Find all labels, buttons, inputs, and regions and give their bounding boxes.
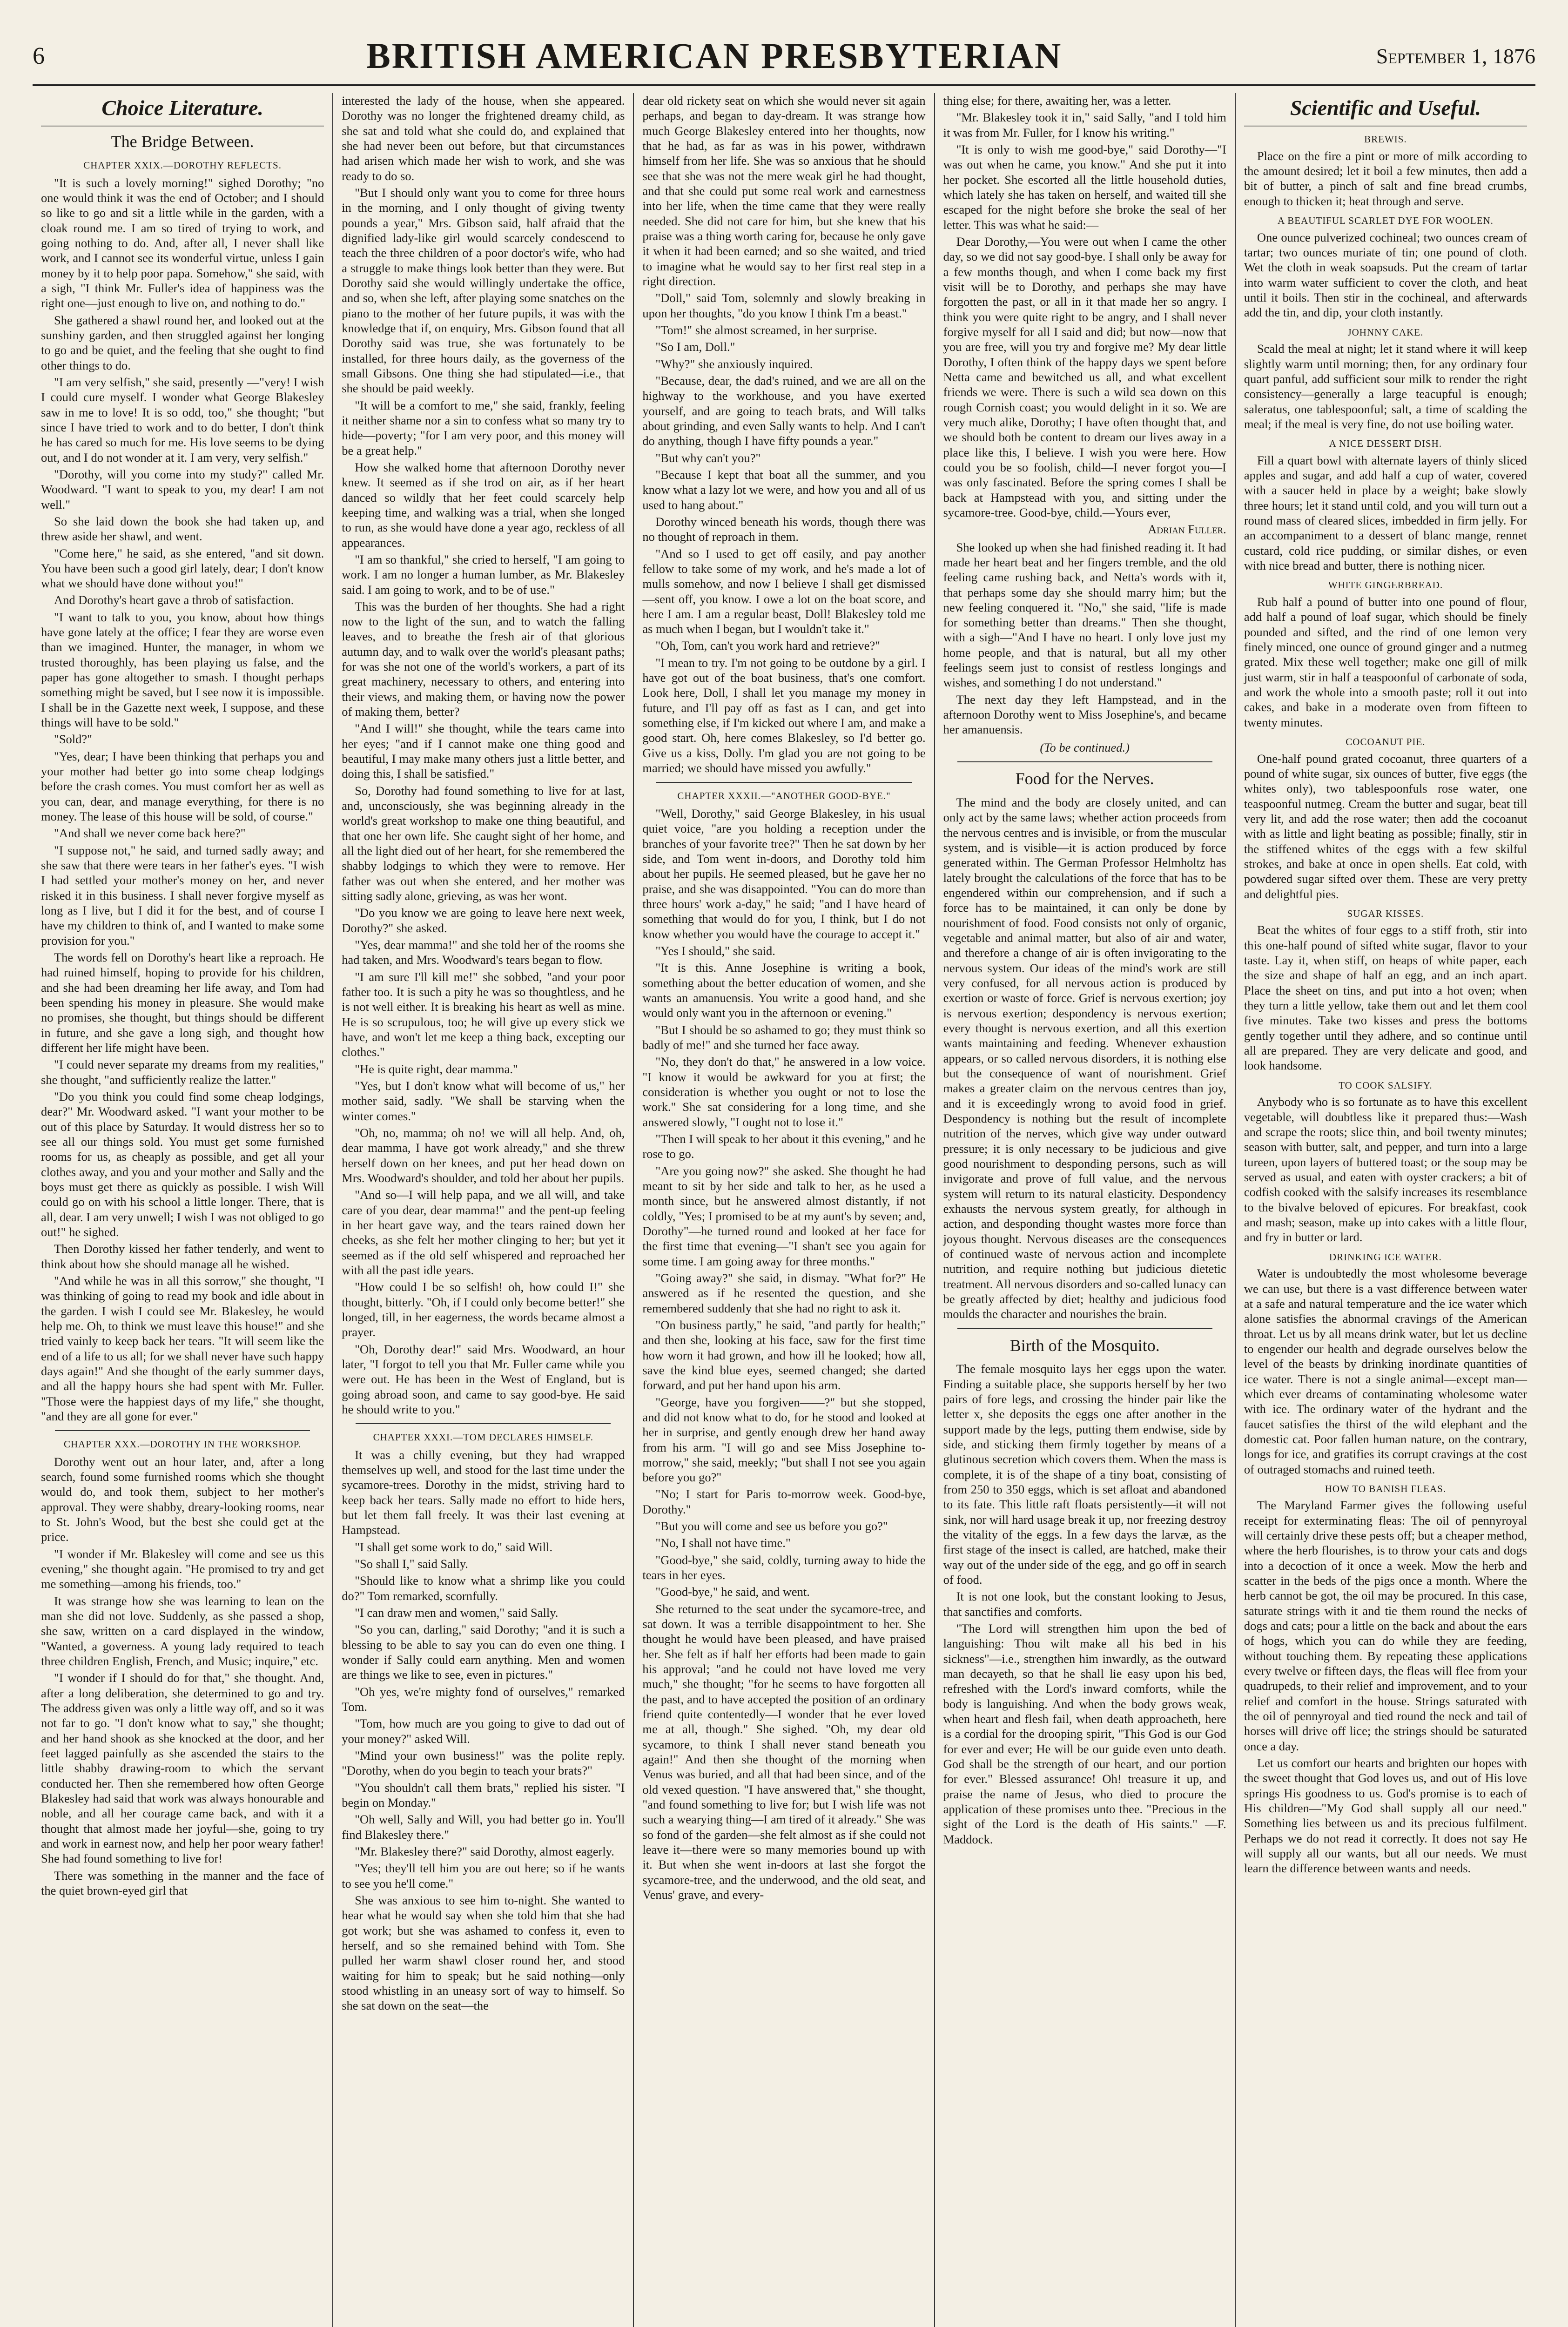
paragraph: She was anxious to see him to-night. She wanted to hear what he would say when she told him that she had got work; but she was ashamed to confess it, even to herself, and so she remained behind with Tom. She pulled her warm shawl closer round her, and stood waiting for him to speak; but he said nothing—only stood whistling in an uneasy sort of way to himself. So she sat down on the seat—the: [342, 1893, 625, 2013]
paragraph: "And I will!" she thought, while the tears came into her eyes; "and if I cannot make one thing good and beautiful, I may make many others just a little better, and doing this, I shall be satisfied.": [342, 721, 625, 781]
department-heading: Scientific and Useful.: [1244, 93, 1527, 127]
paragraph: thing else; for there, awaiting her, was a letter.: [943, 94, 1171, 108]
paragraph: "Good-bye," she said, coldly, turning away to hide the tears in her eyes.: [642, 1553, 926, 1582]
paragraph: dear old rickety seat on which she would never sit again perhaps, and began to day-dream. It was strange how much George Blakesley entered into her thoughts, now that he had, as far as was in his power, withdrawn himself from her life. She was so anxious that he should see that she was not the mere weak girl he had thought, and that she could put some real work and earnestness into her life, when the time came that they were really needed. She did not care for him, but she knew that his praise was a thing worth caring for, because he only gave it when it had been earned; and so she waited, and tried to imagine what he would say to her first real step in a right direction.: [642, 94, 926, 288]
paragraph: "Are you going now?" she asked. She thought he had meant to sit by her side and talk to her, as he used a month since, but he answered almost distantly, if not coldly, "Yes; I promised to be at my aunt's by seven; and, Dorothy"—he turned round and looked at her face for the first time that evening—"I shan't see you again for some time. I am going away for three months.": [642, 1164, 926, 1268]
paragraph: "Yes, but I don't know what will become of us," her mother said, sadly. "We shall be starving when the winter comes.": [342, 1079, 625, 1123]
paragraph: "Sold?": [54, 732, 92, 747]
paragraph: Dorothy winced beneath his words, though there was no thought of reproach in them.: [642, 514, 926, 544]
recipe-title: HOW TO BANISH FLEAS.: [1325, 1483, 1447, 1494]
recipe-text: Water is undoubtedly the most wholesome beverage we can use, but there is a vast difference between water at a safe and natural temperature and the ice water which alone satisfies the abnormal cravings of the American throat. Let us by all means drink water, but let us decline to engender our health and degrade ourselves below the level of the beasts by drinking inordinate quantities of ice water. There is not a single animal—except man—which ever dreams of contaminating wholesome water with ice. The ordinary water of the hydrant and the faucet satisfies the thirst of the wild elephant and the domestic cat. Poor fallen human nature, on the contrary, longs for ice, and gratifies its corrupt cravings at the cost of outraged stomachs and ruined teeth.: [1244, 1266, 1528, 1476]
paragraph: "Good-bye," he said, and went.: [655, 1585, 810, 1599]
paragraph: Then Dorothy kissed her father tenderly, and went to think about how she should manage all he wished.: [41, 1242, 324, 1271]
paragraph: "So I am, Doll.": [655, 340, 735, 354]
recipe-title: DRINKING ICE WATER.: [1329, 1251, 1442, 1263]
paragraph: The female mosquito lays her eggs upon the water. Finding a suitable place, she supports herself by her two pairs of fore legs, and crossing the hinder pair like the letter x, she deposits the eggs one after another in the support made by the legs, putting them endwise, side by side, and sticking them firmly together by means of a glutinous secretion which covers them. When the mass is complete, it is of the shape of a tiny boat, consisting of from 250 to 350 eggs, which is set afloat and abandoned to its fate. This little raft floats persistently—it will not sink, nor will hard usage break it up, nor freezing destroy the vitality of the eggs. In a few days the larvæ, as the first stage of the insect is called, are hatched, make their way out of the under side of the egg, and go off in search of food.: [943, 1362, 1226, 1587]
section-divider: [356, 1423, 611, 1424]
paragraph: "I want to talk to you, you know, about how things have gone lately at the office; I fear they are worse even than we imagined. Hunter, the manager, in whom we trusted thoroughly, has been playing us false, and the paper has gone altogether to smash. I thought perhaps something might be saved, but I see now it is impossible. I shall be in the Gazette next week, I suppose, and these things will have to be sold.": [41, 610, 324, 730]
section-divider: [957, 1328, 1212, 1329]
paragraph: "And so—I will help papa, and we all will, and take care of you dear, dear mamma!" and the pent-up feeling in her heart gave way, and the tears rained down her cheeks, as she felt her mother clinging to her; but yet it seemed as if the old self whispered and reproached her with all the past idle years.: [342, 1188, 625, 1277]
paragraph: "Because, dear, the dad's ruined, and we are all on the highway to the workhouse, and you have exerted yourself, and are going to teach brats, and Will talks about grinding, and even Sally wants to help. And I can't do anything, though I have fifty pounds a year.": [642, 373, 926, 448]
recipe-text: Scald the meal at night; let it stand where it will keep slightly warm until morning; then, for any ordinary four quart panful, add sufficient sour milk to render the right consistency—generally a large teacupful is enough; saleratus, one tablespoonful; salt, a time of scalding the meal; if the meal is very fine, do not use boiling water.: [1244, 342, 1528, 431]
paragraph: "Oh, Tom, can't you work hard and retrieve?": [655, 639, 880, 653]
paragraph: "Oh, Dorothy dear!" said Mrs. Woodward, an hour later, "I forgot to tell you that Mr. Fuller came while you were out. He has been in the West of England, but is going abroad soon, and came to say good-bye. He said he should write to you.": [342, 1342, 625, 1416]
paragraph: It was a chilly evening, but they had wrapped themselves up well, and stood for the last time under the sycamore-trees. Dorothy in the midst, striving hard to keep back her tears. Sally made no effort to hide hers, but let them fall freely. It was their last evening at Hampstead.: [342, 1447, 625, 1537]
paragraph: "I am sure I'll kill me!" she sobbed, "and your poor father too. It is such a pity he was so thoughtless, and he is not well either. It is breaking his heart as well as mine. He is so scrupulous, too; he will give up every stick we have, and won't let me keep a thing back, excepting our clothes.": [342, 969, 625, 1059]
paragraph: "Yes I should," she said.: [655, 944, 775, 958]
paragraph: "I am very selfish," she said, presently —"very! I wish I could cure myself. I wonder what George Blakesley saw in me to love! It is so odd, too," she thought; "but since I have tried to work and to do better, I don't think he has cared so much for me. His love seems to be dying out, and I do not wonder at it. I am very, very selfish.": [41, 375, 324, 464]
story-title: The Bridge Between.: [111, 132, 254, 151]
paragraph: "Yes, dear mamma!" and she told her of the rooms she had taken, and Mrs. Woodward's tears began to flow.: [342, 938, 625, 967]
recipe-title: WHITE GINGERBREAD.: [1328, 579, 1443, 591]
recipe-text: One-half pound grated cocoanut, three quarters of a pound of white sugar, six ounces of butter, five eggs (the whites only), two tablespoonfuls rose water, one teaspoonful nutmeg. Cream the butter and sugar, beat till very lit, and add the rose water; then add the cocoanut with as little and light beating as possible; finally, stir in the stiffened whites of the eggs with a few skilful strokes, and bake at once in open shells. Eat cold, with powdered sugar sifted over them. These are very pretty and delightful pies.: [1244, 751, 1528, 901]
paragraph: And Dorothy's heart gave a throb of satisfaction.: [54, 593, 294, 607]
paragraph: She returned to the seat under the sycamore-tree, and sat down. It was a terrible disappointment to her. She thought he would have been pleased, and have praised her. She felt as if half her efforts had been made to gain his approval; "and he could not have loved me very much," she thought; "for he seems to have forgotten all the past, and to have accepted the position of an ordinary friend quite contentedly—I wonder that he ever loved me at all, though." She sighed. "Oh, my dear old sycamore, to think I shall never stand beneath you again!" And then she thought of the morning when Venus was buried, and all that had been since, and of the old vexed question. "I have answered that," she thought, "and found something to live for; but I wish life was not such a wearying thing—I am tired of it already." She was so fond of the garden—she felt almost as if she could not leave it—there were so many memories bound up with it. But when she went in-doors at last she forgot the sycamore-tree, and the underwood, and the old seat, and Venus' grave, and every-: [642, 1601, 926, 1902]
column-3: [634, 93, 935, 2327]
paragraph: "Dorothy, will you come into my study?" called Mr. Woodward. "I want to speak to you, my dear! I am not well.": [41, 467, 324, 511]
department-heading: Choice Literature.: [41, 93, 324, 127]
paragraph: "Yes, dear; I have been thinking that perhaps you and your mother had better go into some cheap lodgings before the crash comes. You must comfort her as well as you can, dear, and manage everything, for there is no money. The lease of this house will be sold, of course.": [41, 749, 324, 824]
chapter-heading: CHAPTER XXXII.—"ANOTHER GOOD-BYE.": [677, 790, 891, 802]
recipe-text: One ounce pulverized cochineal; two ounces cream of tartar; two ounces muriate of tin; one pound of cloth. Wet the cloth in weak soapsuds. Put the cream of tartar into warm water sufficient to cover the cloth, and heat until it boils. Then stir in the cochineal, and afterwards add the tin, and dip, your cloth instantly.: [1244, 230, 1528, 320]
paper-name: BRITISH AMERICAN PRESBYTERIAN: [366, 35, 1063, 76]
section-divider: [55, 1430, 310, 1431]
paragraph: There was something in the manner and the face of the quiet brown-eyed girl that: [41, 1868, 324, 1897]
paragraph: "No, I shall not have time.": [655, 1536, 791, 1550]
paragraph: "On business partly," he said, "and partly for health;" and then she, looking at his face, saw for the first time how worn it had grown, and how ill he looked; how all, save the kind blue eyes, seemed changed; she darted forward, and put her hand upon his arm.: [642, 1318, 926, 1392]
paragraph: "And shall we never come back here?": [54, 826, 246, 841]
paragraph: "Come here," he said, as she entered, "and sit down. You have been such a good girl lately, dear; I don't know what we should have done without you!": [41, 546, 324, 591]
masthead: [33, 28, 1535, 86]
paragraph: "Going away?" she said, in dismay. "What for?" He answered as if he resented the question, and she remembered suddenly that she had no right to ask it.: [642, 1271, 926, 1315]
paragraph: So, Dorothy had found something to live for at last, and, unconsciously, she was beginning already in the world's great workshop to make one thing beautiful, and that one her own life. She caught sight of her home, and all the light died out of her heart, for she remembered the shabby lodgings to which they were to remove. Her father was out when she entered, and her mother was sitting sadly alone, grieving, as was her wont.: [342, 783, 625, 903]
paragraph: "The Lord will strengthen him upon the bed of languishing: Thou wilt make all his bed in his sickness"—i.e., strengthen him inwardly, as the outward man decayeth, so that he shall lie easy upon his bed, refreshed with the Lord's inward comforts, while the body is languishing. And when the body grows weak, when heart and flesh fail, when death approacheth, here is a cordial for the drooping spirit, "This God is our God for ever and ever; He will be our guide even unto death. God shall be the strength of our heart, and our portion for ever." Blessed assurance! Oh! treasure it up, and praise the name of Jesus, who died to procure the application of these promises unto thee. "Precious in the sight of the Lord is the death of His saints." —F. Maddock.: [943, 1621, 1226, 1846]
columns: [33, 93, 1535, 2327]
paragraph: "Oh yes, we're mighty fond of ourselves," remarked Tom.: [342, 1684, 625, 1714]
paragraph: "Well, Dorothy," said George Blakesley, in his usual quiet voice, "are you holding a reception under the branches of your favorite tree?" Then he sat down by her side, and Tom went in-doors, and Dorothy told him about her pupils. He seemed pleased, but he gave her no praise, and she was disappointed. "You can do more than three hours' work a-day," he said; "and I have heard of something that would do for you, I think, but I do not know whether you would have the courage to accept it.": [642, 807, 926, 941]
recipe-title: TO COOK SALSIFY.: [1339, 1079, 1433, 1091]
paragraph: "Mr. Blakesley took it in," said Sally, "and I told him it was from Mr. Fuller, for I know his writing.": [943, 110, 1226, 140]
paragraph: interested the lady of the house, when she appeared. Dorothy was no longer the frightened dreamy child, as she sat and told what she could do, and explained that she had never been out before, but that circumstances had arisen which made her wish to work, and she was ready to do so.: [342, 94, 625, 183]
paragraph: "But you will come and see us before you go?": [655, 1519, 888, 1533]
paragraph: "But why can't you?": [655, 451, 761, 465]
paragraph: "So you can, darling," said Dorothy; "and it is such a blessing to be able to say you can do even one thing. I wonder if Sally could earn anything. Men and women are things we like to see, even in pictures.": [342, 1622, 625, 1682]
paragraph: "Do you think you could find some cheap lodgings, dear?" Mr. Woodward asked. "I want your mother to be out of this place by Saturday. It would distress her so to see all our things sold. You must get some furnished rooms for us, as cheaply as possible, and get all your clothes away, and you and your mother and Sally and the boys must get there as quickly as possible. I wish Will could go on with his school a little longer. There, that is all, dear. I am very unwell; I wish I was not obliged to go out!" he sighed.: [41, 1089, 324, 1239]
paragraph: "Doll," said Tom, solemnly and slowly breaking in upon her thoughts, "do you know I think I'm a beast.": [642, 291, 926, 320]
paragraph: "I can draw men and women," said Sally.: [355, 1606, 559, 1620]
paragraph: "How could I be so selfish! oh, how could I!" she thought, bitterly. "Oh, if I could only become better!" she longed, till, in her eagerness, the words became almost a prayer.: [342, 1280, 625, 1339]
paragraph: She looked up when she had finished reading it. It had made her heart beat and her fingers tremble, and the old feeling came rushing back, and Netta's words with it, that perhaps some day she should marry him; but the new feeling conquered it. "No," she said, "life is made for something better than dreams." Then she thought, with a sigh—"And I have no heart. I only love just my home people, and that is natural, but all my other feelings seem just to consist of restless longings and wishes, and something I do not understand.": [943, 540, 1226, 690]
paragraph: "And while he was in all this sorrow," she thought, "I was thinking of going to read my book and idle about in the garden. I wish I could see Mr. Blakesley, he would help me. Oh, to think we must leave this house!" and she tried vainly to keep back her tears. "It will seem like the end of a life to us all; for we shall never have such happy days again!" And she thought of the early summer days, and all the happy hours she had spent with Mr. Fuller. "Those were the happiest days of my life," she thought, "and they are all gone for ever.": [41, 1273, 324, 1423]
chapter-heading: CHAPTER XXXI.—TOM DECLARES HIMSELF.: [373, 1432, 593, 1443]
paragraph: Dorothy went out an hour later, and, after a long search, found some furnished rooms which she thought would do, and took them, subject to her mother's approval. They were shabby, dreary-looking rooms, near to St. John's Wood, but the best she could get at the price.: [41, 1454, 324, 1544]
paragraph: "Tom!" she almost screamed, in her surprise.: [655, 323, 877, 337]
paragraph: "I am so thankful," she cried to herself, "I am going to work. I am no longer a human lumber, as Mr. Blakesley said. I am going to work, and to be of use.": [342, 552, 625, 597]
letter-text: Dear Dorothy,—You were out when I came the other day, so we did not say good-bye. I shall only be away for a few months though, and when I come back my first visit will be to Dorothy, and perhaps she may have forgotten the past, or all in it that made her so angry. I think you were quite right to be angry, and I shall never forgive myself for all I said and did; but now—now that you are free, will you try and forgive me? My dear little Dorothy, I often think of the happy days we spent before Netta came and bewitched us all, and what excellent friends we were. There is such a wild sea down on this rough Cornish coast; you would delight in it so. We are very much alike, Dorothy; I have often thought that, and we should both be content to dream our lives away in a place like this, I believe. I wish you were here. How could you be so foolish, child—I never forgot you—I was only fascinated. Before the spring comes I shall be back at Hampstead with you, and sitting under the sycamore-tree. Good-bye, child.—Yours ever,: [943, 234, 1226, 519]
paragraph: "Mind your own business!" was the polite reply. "Dorothy, when do you begin to teach your brats?": [342, 1749, 625, 1778]
paragraph: So she laid down the book she had taken up, and threw aside her shawl, and went.: [41, 514, 324, 544]
column-1: [33, 93, 333, 2327]
recipe-text: Beat the whites of four eggs to a stiff froth, stir into this one-half pound of sifted white sugar, flavor to your taste. Lay it, when stiff, on heaps of white paper, each the size and shape of half an egg, and an inch apart. Place the sheet on tins, and put into a hot oven; when they turn a little yellow, take them out and let them cool five minutes. Take two kisses and press the bottoms gently together until they adhere, and so continue until all are prepared. They are very delicate and good, and look handsome.: [1244, 923, 1528, 1073]
paragraph: "Yes; they'll tell him you are out here; so if he wants to see you he'll come.": [342, 1861, 625, 1890]
paragraph: "I mean to try. I'm not going to be outdone by a girl. I have got out of the boat business, that's one comfort. Look here, Doll, I shall let you manage my money in future, and I'll pay off as fast as I can, and get into something else, if I'm kicked out where I am, and make a good start. Oh, here comes Blakesley, so I'd better go. Give us a kiss, Dolly. I'm glad you are not going to be married; we should have missed you awfully.": [642, 655, 926, 775]
paragraph: "I could never separate my dreams from my realities," she thought, "and sufficiently realize the latter.": [41, 1057, 324, 1087]
column-4: [935, 93, 1236, 2327]
paragraph: "Then I will speak to her about it this evening," and he rose to go.: [642, 1131, 926, 1161]
paragraph: How she walked home that afternoon Dorothy never knew. It seemed as if she trod on air, as if her heart danced so wildly that her feet could scarcely help keeping time, and walking was a trial, when she longed to run, as she would have done a year ago, reckless of all appearances.: [342, 460, 625, 550]
paragraph: It is not one look, but the constant looking to Jesus, that sanctifies and comforts.: [943, 1589, 1226, 1619]
paragraph: "You shouldn't call them brats," replied his sister. "I begin on Monday.": [342, 1780, 625, 1810]
paragraph: "I shall get some work to do," said Will.: [355, 1540, 553, 1554]
paragraph: "But I should be so ashamed to go; they must think so badly of me!" and she turned her face away.: [642, 1022, 926, 1052]
issue-date: September 1, 1876: [1376, 44, 1535, 68]
recipe-text: Place on the fire a pint or more of milk according to the amount desired; let it boil a few minutes, then add a bit of butter, a pinch of salt and fine bread crumbs, enough to thicken it; heat through and serve.: [1244, 148, 1528, 208]
paragraph: "I wonder if I should do for that," she thought. And, after a long deliberation, she determined to go and try. The address given was only a little way off, and so it was not far to go. "I don't know what to say," she thought; and her hand shook as she knocked at the door, and her feet lagged painfully as she ascended the stairs to the little shabby drawing-room to which the servant conducted her. Then she remembered how often George Blakesley had said that work was always honourable and noble, and all her courage came back, and with it a thought that almost made her joyful—she, going to try and work in earnest now, and help her poor weary father! She had found something to live for!: [41, 1671, 324, 1866]
paragraph: "It is this. Anne Josephine is writing a book, something about the better education of women, and she wants an amanuensis. You write a good hand, and she would only want you in the afternoon or evening.": [642, 961, 926, 1020]
column-5: [1236, 93, 1535, 2327]
paragraph: "So shall I," said Sally.: [355, 1557, 468, 1571]
paragraph: The next day they left Hampstead, and in the afternoon Dorothy went to Miss Josephine's, and became her amanuensis.: [943, 692, 1226, 737]
paragraph: "I wonder if Mr. Blakesley will come and see us this evening," she thought again. "He promised to try and get me something—among his friends, too.": [41, 1547, 324, 1591]
paragraph: "Why?" she anxiously inquired.: [655, 356, 813, 371]
paragraph: "No, they don't do that," he answered in a low voice. "I know it would be awkward for you at first; the consideration is whether you ought or not to lose the work." She sat considering for a long time, and she answered slowly, "I ought not to lose it.": [642, 1055, 926, 1129]
chapter-heading: CHAPTER XXX.—DOROTHY IN THE WORKSHOP.: [63, 1439, 302, 1450]
paragraph: The mind and the body are closely united, and can only act by the same laws; whether action proceeds from the nervous centres and is invisible, or from the muscular system, and is visible—it is action produced by force generated within. The German Professor Helmholtz has lately brought the calculations of the force that has to be engendered within our comprehension, and if such a force has to be maintained, it can only be done by nourishment of food. Food consists not only of organic, vegetable and animal matter, but also of air and water, and therefore a change of air is often invigorating to the nervous system. Our ideas of the mind's work are still very confused, for all nervous action is produced by exertion or waste of force. Grief is nervous exertion; joy is nervous exertion; despondency is nervous exertion; every thought is nervous exertion, and all this exertion wants maintaining and feeding. Whenever exhaustion appears, or so called nervous disorders, it is nothing else but the consequence of want of nourishment. Grief makes a greater claim on the nervous centres than joy, and it is exceedingly wrong to avoid food in grief. Despondency is nothing but the result of incomplete nutrition of the nerves, which give way under outward pressure; it is only necessary to be judicious and give good nourishment to desponding persons, such as will invigorate and prove of full value, and the nervous system will return to its natural elasticity. Despondency exhausts the nervous system greatly, for although in action, and desponding thought wastes more force than joyous thought. Nervous diseases are the consequences of continued waste of nervous action and incomplete nutrition, and require nothing but judicious dietetic treatment. All nervous disorders and so-called lunacy can be greatly affected by diet; healthy and judicious food moulds the character and nourishes the brain.: [943, 795, 1226, 1321]
paragraph: "Oh, no, mamma; oh no! we will all help. And, oh, dear mamma, I have got work already," and she threw herself down on her knees, and put her head down on Mrs. Woodward's shoulder, and told her about her pupils.: [342, 1125, 625, 1185]
paragraph: "Mr. Blakesley there?" said Dorothy, almost eagerly.: [355, 1844, 614, 1859]
section-divider: [656, 782, 911, 783]
page-number: 6: [33, 42, 45, 69]
chapter-heading: CHAPTER XXIX.—DOROTHY REFLECTS.: [83, 160, 282, 171]
recipe-text: Fill a quart bowl with alternate layers of thinly sliced apples and sugar, and add half a cup of water, covered with a saucer held in place by a weight; bake slowly three hours; let it stand until cold, and you will turn out a round mass of cleared slices, imbedded in firm jelly. For an accompaniment to a dessert of blanc mange, rennet custard, cold rice pudding, or similar dishes, or even with nice bread and butter, there is nothing nicer.: [1244, 453, 1528, 573]
paragraph: It was strange how she was learning to lean on the man she did not love. Suddenly, as she passed a shop, she saw, written on a card displayed in the window, "Wanted, a governess. A young lady required to teach three children English, French, and Music; inquire," etc.: [41, 1594, 324, 1668]
recipe-title: A NICE DESSERT DISH.: [1329, 438, 1442, 450]
recipe-text: Anybody who is so fortunate as to have this excellent vegetable, will doubtless like it prepared thus:—Wash and scrape the roots; slice thin, and boil twenty minutes; season with butter, salt, and pepper, and turn into a large tureen, upon layers of buttered toast; or the soup may be served as usual, and eaten with oyster crackers; a bit of codfish cooked with the salsify increases its resemblance to the bivalve beloved of epicures. For breakfast, cook and mash; season, make up into cakes with a little flour, and fry in butter or lard.: [1244, 1095, 1528, 1244]
paragraph: "And so I used to get off easily, and pay another fellow to take some of my work, and he's made a lot of mulls somehow, and now I believe I shall get dismissed—sent off, you know. I owe a lot on the boat score, and here I am. I am a regular beast, Doll! Blakesley told me as much when I began, but I wouldn't take it.": [642, 546, 926, 636]
to-be-continued: (To be continued.): [1040, 740, 1130, 754]
paragraph: "Should like to know what a shrimp like you could do?" Tom remarked, scornfully.: [342, 1574, 625, 1603]
recipe-title: BREWIS.: [1364, 134, 1407, 145]
paragraph: This was the burden of her thoughts. She had a right now to the light of the sun, and to watch the falling leaves, and to breathe the fresh air of that glorious autumn day, and to walk over the world's pleasant paths; for was she not one of the world's workers, a part of its great machinery, necessary to others, and entering into their views, and making them, or having now the power of making them, better?: [342, 599, 625, 719]
paragraph: "It is only to wish me good-bye," said Dorothy—"I was out when he came, you know." And she put it into her pocket. She escorted all the little household duties, which lately she has taken on herself, and waited till she escaped for the night before she broke the seal of her letter. This was what he said:—: [943, 142, 1226, 232]
recipe-title: SUGAR KISSES.: [1347, 908, 1424, 919]
recipe-text: The Maryland Farmer gives the following useful receipt for exterminating fleas: The oil of pennyroyal will certainly drive these pests off; but a cheaper method, where the herb flourishes, is to throw your cats and dogs into a decoction of it once a week. Mow the herb and scatter in the beds of the pigs once a month. Where the herb cannot be got, the oil may be procured. In this case, saturate strings with it and tie them round the necks of dogs and cats; pour a little on the back and about the ears of hogs, which you can do while they are feeding, without touching them. By repeating these applications every twelve or fifteen days, the fleas will flee from your quadrupeds, to their relief and improvement, and to your relief and comfort in the house. Strings saturated with the oil of pennyroyal and tied round the neck and tail of horses will drive off lice; the strings should be saturated once a day.: [1244, 1498, 1528, 1753]
paragraph: "Oh well, Sally and Will, you had better go in. You'll find Blakesley there.": [342, 1812, 625, 1842]
paragraph: "But I should only want you to come for three hours in the morning, and I only thought of giving twenty pounds a year," Mrs. Gibson said, half afraid that the dignified lady-like girl would scarcely condescend to teach the three children of a poor doctor's wife, who had a struggle to make things look better than they were. But Dorothy said she would willingly undertake the office, and so, when she left, after playing some snatches on the piano to the mother of her future pupils, it was with the knowledge that if, on enquiry, Mrs. Gibson found that all Dorothy said was true, she was fortunately to be installed, for three hours daily, as the governess of the small Gibsons. One thing she had stipulated—i.e., that she should be paid weekly.: [342, 185, 625, 396]
column-2: [333, 93, 634, 2327]
paragraph: The words fell on Dorothy's heart like a reproach. He had ruined himself, hoping to provide for his children, and she had been dreaming her life away, and Tom had been spending his money in pleasure. She would make no promises, she thought, but things should be different in future, and she gave a long sigh, and thought how different her life might have been.: [41, 950, 324, 1055]
paragraph: "It will be a comfort to me," she said, frankly, feeling it neither shame nor a sin to confess what so many try to hide—poverty; "for I am very poor, and this money will be a great help.": [342, 398, 625, 457]
section-divider: [957, 761, 1212, 762]
paragraph: "Tom, how much are you going to give to dad out of your money?" asked Will.: [342, 1716, 625, 1746]
recipe-text: Rub half a pound of butter into one pound of flour, add half a pound of loaf sugar, which should be finely pounded and sifted, and the rind of one lemon very finely minced, one ounce of ground ginger and a nutmeg grated. Mix these well together; make one gill of milk just warm, stir in half a teaspoonful of carbonate of soda, and work the whole into a smooth paste; roll it out into cakes, and bake in a moderate oven from fifteen to twenty minutes.: [1244, 595, 1528, 729]
paragraph: "He is quite right, dear mamma.": [355, 1062, 518, 1076]
article-title: Birth of the Mosquito.: [1009, 1336, 1160, 1355]
article-title: Food for the Nerves.: [1015, 769, 1154, 788]
paragraph: "It is such a lovely morning!" sighed Dorothy; "no one would think it was the end of October; and I should so like to go and sit a little while in the garden, with a cloak round me. I am so tired of trying to work, and going nothing to do. And, after all, I never shall like work, and I cannot see its wonderful virtue, unless I gain money by it to help poor papa. Somehow," she said, with a sigh, "I think Mr. Fuller's idea of happiness was the right one—just enough to live on, and nothing to do.": [41, 175, 324, 310]
paragraph: "I suppose not," he said, and turned sadly away; and she saw that there were tears in her father's eyes. "I wish I had settled your mother's money on her, and never risked it in this business. I shall never forgive myself as long as I live, but I did it for the best, and of course I have my children to think of, and I wanted to make some provision for you.": [41, 843, 324, 948]
paragraph: "George, have you forgiven——?" but she stopped, and did not know what to do, for he stood and looked at her in surprise, and gently enough drew her hand away from his arm. "I will go and see Miss Josephine to-morrow," she said, meekly; "but shall I not see you again before you go?": [642, 1395, 926, 1485]
paragraph: She gathered a shawl round her, and looked out at the sunshiny garden, and then struggled against her longing to go and be quiet, and the feeling that she ought to find other things to do.: [41, 313, 324, 372]
recipe-title: JOHNNY CAKE.: [1347, 326, 1424, 338]
paragraph: "Because I kept that boat all the summer, and you know what a lazy lot we were, and how you and all of us used to hang about.": [642, 467, 926, 512]
letter-signature: Adrian Fuller.: [1148, 522, 1226, 537]
paragraph: "Do you know we are going to leave here next week, Dorothy?" she asked.: [342, 906, 625, 935]
paragraph: "No; I start for Paris to-morrow week. Good-bye, Dorothy.": [642, 1487, 926, 1516]
recipe-title: COCOANUT PIE.: [1346, 736, 1426, 747]
recipe-title: A BEAUTIFUL SCARLET DYE FOR WOOLEN.: [1277, 215, 1494, 227]
paragraph: Let us comfort our hearts and brighten our hopes with the sweet thought that God loves us, and out of His love springs His goodness to us. God's promise is to each of His children—"My God shall supply all our need." Something lies between us and its precious fulfilment. Perhaps we do not read it correctly. It does not say He will supply all our wants, but all our needs. We must learn the difference between wants and needs.: [1244, 1756, 1528, 1876]
